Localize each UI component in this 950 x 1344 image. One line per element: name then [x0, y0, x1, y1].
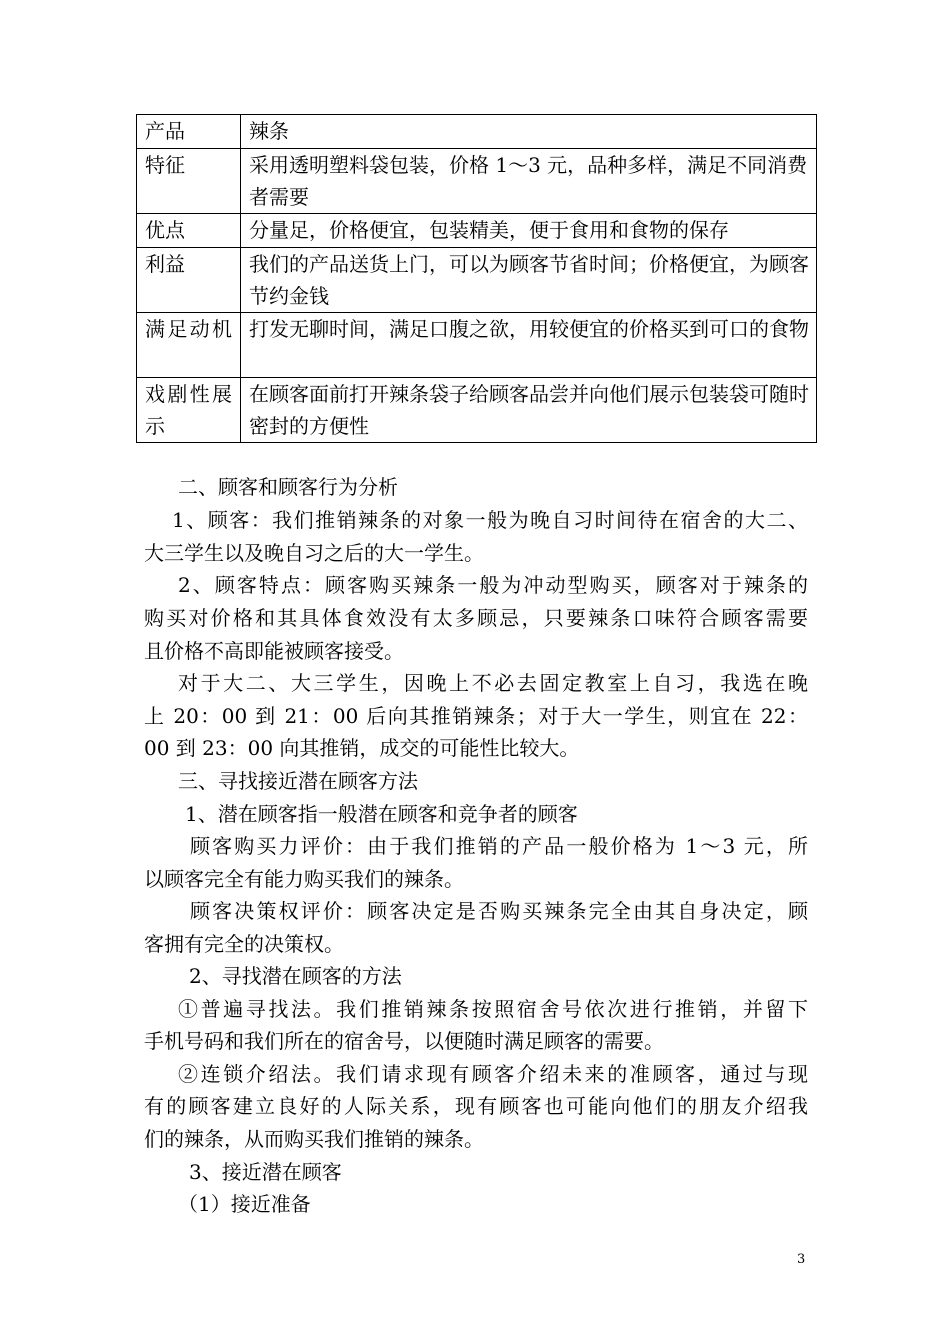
table-row [137, 149, 817, 214]
paragraph-line: 客拥有完全的决策权。 [144, 932, 344, 956]
paragraph-line: 2、顾客特点：顾客购买辣条一般为冲动型购买，顾客对于辣条的 [178, 573, 808, 597]
section-heading: 二、顾客和顾客行为分析 [178, 475, 398, 499]
table-row [137, 313, 817, 378]
table-label-cell: 特征 [137, 149, 241, 214]
paragraph-line: 对于大二、大三学生，因晚上不必去固定教室上自习，我选在晚 [178, 671, 808, 695]
table-label-cell: 满足动机 [137, 313, 241, 378]
table-row [137, 214, 817, 248]
paragraph-line: 有的顾客建立良好的人际关系，现有顾客也可能向他们的朋友介绍我 [144, 1094, 808, 1118]
table-row [137, 115, 817, 149]
subsection-heading: 1、潜在顾客指一般潜在顾客和竞争者的顾客 [185, 802, 578, 826]
paragraph-line: 上 20：00 到 21：00 后向其推销辣条；对于大一学生，则宜在 22： [144, 704, 808, 728]
table-row [137, 378, 817, 443]
table-value-cell: 采用透明塑料袋包装，价格 1～3 元，品种多样，满足不同消费者需要 [241, 149, 817, 214]
table-value-cell: 在顾客面前打开辣条袋子给顾客品尝并向他们展示包装袋可随时密封的方便性 [241, 378, 817, 443]
paragraph-line: ②连锁介绍法。我们请求现有顾客介绍未来的准顾客，通过与现 [178, 1062, 808, 1086]
subsection-heading: （1）接近准备 [178, 1192, 311, 1216]
paragraph-line: 且价格不高即能被顾客接受。 [144, 639, 404, 663]
table-label-cell: 利益 [137, 248, 241, 313]
subsection-heading: 2、寻找潜在顾客的方法 [189, 964, 402, 988]
paragraph-line: 大三学生以及晚自习之后的大一学生。 [144, 541, 484, 565]
paragraph-line: 顾客购买力评价：由于我们推销的产品一般价格为 1～3 元，所 [190, 834, 808, 858]
paragraph-line: ①普遍寻找法。我们推销辣条按照宿舍号依次进行推销，并留下 [178, 997, 808, 1021]
paragraph-line: 手机号码和我们所在的宿舍号，以便随时满足顾客的需要。 [144, 1029, 664, 1053]
section-heading: 三、寻找接近潜在顾客方法 [178, 769, 418, 793]
subsection-heading: 3、接近潜在顾客 [189, 1160, 342, 1184]
table-label-cell: 优点 [137, 214, 241, 248]
table-value-cell: 我们的产品送货上门，可以为顾客节省时间；价格便宜，为顾客节约金钱 [241, 248, 817, 313]
paragraph-line: 1、顾客：我们推销辣条的对象一般为晚自习时间待在宿舍的大二、 [172, 508, 808, 532]
paragraph-line: 顾客决策权评价：顾客决定是否购买辣条完全由其自身决定，顾 [190, 899, 808, 923]
paragraph-line: 00 到 23：00 向其推销，成交的可能性比较大。 [144, 736, 580, 760]
table-value-cell: 辣条 [241, 115, 817, 149]
table-row [137, 248, 817, 313]
table-value-cell: 分量足，价格便宜，包装精美，便于食用和食物的保存 [241, 214, 817, 248]
paragraph-line: 以顾客完全有能力购买我们的辣条。 [144, 867, 464, 891]
table-label-cell: 戏剧性展示 [137, 378, 241, 443]
table-value-cell: 打发无聊时间，满足口腹之欲，用较便宜的价格买到可口的食物 [241, 313, 817, 378]
fabe-table [136, 114, 817, 443]
paragraph-line: 购买对价格和其具体食效没有太多顾忌，只要辣条口味符合顾客需要 [144, 606, 808, 630]
page-number: 3 [797, 1252, 806, 1267]
table-label-cell: 产品 [137, 115, 241, 149]
paragraph-line: 们的辣条，从而购买我们推销的辣条。 [144, 1127, 484, 1151]
